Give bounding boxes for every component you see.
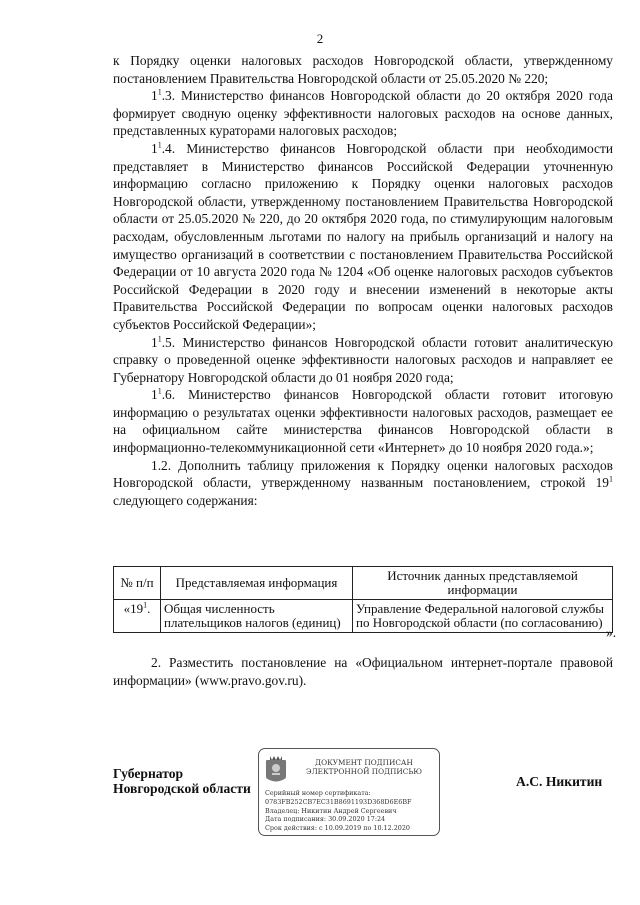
coat-of-arms-icon <box>265 754 287 784</box>
superscript: 1 <box>609 474 613 484</box>
paragraph-text-end: следующего содержания: <box>113 492 258 508</box>
signatory-name: А.С. Никитин <box>516 774 603 789</box>
paragraph-2-wrapper <box>113 654 613 689</box>
paragraph-1-5: $1^1.5$. Министерство финансов Новгородской области готовит аналитическую справку о проведенной оценке эффективности налоговых расходов и направляет ее Губернатору Новгородской области до 01 ноября 2020 года; <box>113 334 613 385</box>
stamp-serial-label: Серийный номер сертификата: <box>265 789 371 797</box>
document-body <box>113 52 613 509</box>
stamp-header-line1: ДОКУМЕНТ ПОДПИСАН <box>315 758 413 767</box>
stamp-header-line2: ЭЛЕКТРОННОЙ ПОДПИСЬЮ <box>305 767 422 776</box>
superscript: 1 <box>157 386 162 396</box>
table-header-row <box>114 567 613 600</box>
table-header-number: № п/п <box>114 567 161 600</box>
stamp-validity: Срок действия: с 10.09.2019 по 10.12.2020 <box>265 824 410 833</box>
paragraph-1-3: $1^1.3$. Министерство финансов Новгородской области до 20 октября 2020 года формирует сводную оценку эффективности налоговых расходов на основе данных, представленных кураторами налоговых расходов; <box>113 87 613 139</box>
superscript: 1 <box>157 87 162 97</box>
superscript: 1 <box>157 140 162 150</box>
stamp-details <box>265 789 411 833</box>
superscript: 1 <box>157 334 162 344</box>
superscript: 1 <box>143 600 148 610</box>
stamp-serial: 0783FB252CB7EC31B8691193D368D6E6BF <box>265 797 412 806</box>
appendix-table-wrapper <box>113 566 613 633</box>
paragraph-text: .6. Министерство финансов Новгородской области готовит итоговую информацию о результатах оценки эффективности налоговых расходов, размещает ее на официальном сайте министерства финансов Новгородской области в информационно-телекоммуникационной сети «Интернет» до 10 ноября 2020 года.»; <box>113 387 613 456</box>
page-number: 2 <box>316 31 324 46</box>
stamp-owner: Владелец: Никитин Андрей Сергеевич <box>265 806 397 815</box>
appendix-table <box>113 566 613 633</box>
row-number-end: . <box>147 601 151 616</box>
table-cell-info: Общая численность плательщиков налогов (единиц) <box>161 600 353 633</box>
stamp-header <box>293 758 435 776</box>
row-number: «19 <box>123 601 144 616</box>
table-row <box>114 600 613 633</box>
paragraph-1: к Порядку оценки налоговых расходов Новгородской области, утвержденному постановлением Правительства Новгородской области от 25.05.2020 № 220; <box>113 53 613 86</box>
paragraph-1-2 <box>113 457 613 510</box>
signatory-title: Губернатор Новгородской области <box>113 766 251 796</box>
electronic-signature-stamp <box>258 748 440 836</box>
paragraph-text: .5. Министерство финансов Новгородской области готовит аналитическую справку о проведенной оценке эффективности налоговых расходов и направляет ее Губернатору Новгородской области до 01 ноября 2020 года; <box>113 334 613 385</box>
paragraph-text: .4. Министерство финансов Новгородской области при необходимости представляет в Министерство финансов Российской Федерации уточненную информацию согласно приложению к Порядку оценки налоговых расходов Новгородской области, утвержденному постановлением Правительства Новгородской области от 25.05.2020 № 220, до 20 октября 2020 года, по стимулирующим налоговым расходам, обусловленным льготами по налогу на прибыль организаций и налогу на имущество организаций в соответствии с постановлением Правительства Российской Федерации от 10 августа 2020 года № 1204 «Об оценке налоговых расходов субъектов Российской Федерации в 2020 году и внесении изменений в некоторые акты Правительства Российской Федерации по вопросам оценки налоговых расходов субъектов Российской Федерации»; <box>113 140 613 332</box>
table-cell-source: Управление Федеральной налоговой службы по Новгородской области (по согласованию) <box>353 600 613 633</box>
table-cell-number <box>114 600 161 633</box>
paragraph-1-6: $1^1.6$. Министерство финансов Новгородской области готовит итоговую информацию о результатах оценки эффективности налоговых расходов, размещает ее на официальном сайте министерства финансов Новгородской области в информационно-телекоммуникационной сети «Интернет» до 10 ноября 2020 года.»; <box>113 386 613 456</box>
paragraph-2: 2. Разместить постановление на «Официальном интернет-портале правовой информации» (www.pravo.gov.ru). <box>113 655 613 688</box>
table-header-source: Источник данных представляемой информации <box>353 567 613 600</box>
paragraph-text: .3. Министерство финансов Новгородской области до 20 октября 2020 года формирует сводную оценку эффективности налоговых расходов на основе данных, представленных кураторами налоговых расходов; <box>113 88 613 139</box>
stamp-signed-date: Дата подписания: 30.09.2020 17:24 <box>265 815 386 824</box>
table-header-info: Представляемая информация <box>161 567 353 600</box>
paragraph-text: 1.2. Дополнить таблицу приложения к Порядку оценки налоговых расходов Новгородской области, утвержденному названным постановлением, строкой 19 <box>113 457 613 491</box>
paragraph-1-4: $1^1.4$. Министерство финансов Новгородской области при необходимости представляет в Министерство финансов Российской Федерации уточненную информацию согласно приложению к Порядку оценки налоговых расходов Новгородской области, утвержденному постановлением Правительства Новгородской области от 25.05.2020 № 220, до 20 октября 2020 года, по стимулирующим налоговым расходам, обусловленным льготами по налогу на прибыль организаций и налогу на имущество организаций в соответствии с постановлением Правительства Российской Федерации от 10 августа 2020 года № 1204 «Об оценке налоговых расходов субъектов Российской Федерации в 2020 году и внесении изменений в некоторые акты Правительства Российской Федерации по вопросам оценки налоговых расходов субъектов Российской Федерации»; <box>113 140 613 332</box>
closing-quote: ». <box>606 625 617 640</box>
